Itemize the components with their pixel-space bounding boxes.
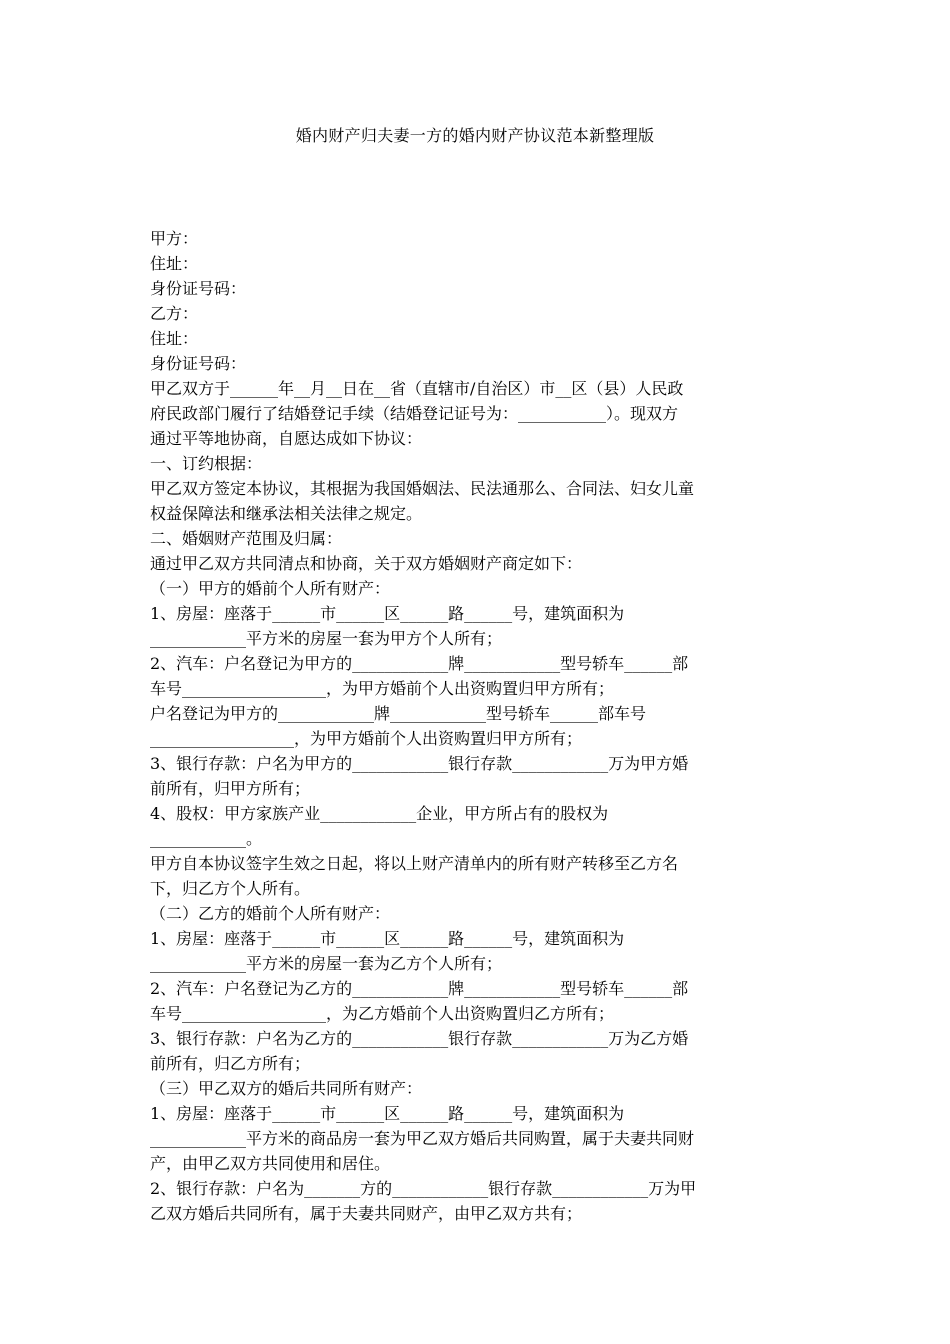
- party-b-house-line-1: 1、房屋：座落于______市______区______路______号，建筑面积为: [150, 929, 625, 948]
- document-title: 婚内财产归夫妻一方的婚内财产协议范本新整理版: [295, 126, 655, 145]
- party-b-id-number: 身份证号码：: [150, 354, 247, 373]
- party-a-car-line-1: 2、汽车：户名登记为甲方的____________牌____________型号轿车______部: [150, 654, 689, 673]
- joint-house-line-1: 1、房屋：座落于______市______区______路______号，建筑面积为: [150, 1104, 625, 1123]
- party-a-equity-line-1: 4、股权：甲方家族产业____________企业，甲方所占有的股权为: [150, 804, 609, 823]
- party-a-deposit-line-1: 3、银行存款：户名为甲方的____________银行存款____________万为甲方婚: [150, 754, 689, 773]
- marriage-registration-line-1: 甲乙双方于______年__月__日在__省（直辖市/自治区）市__区（县）人民政: [150, 379, 684, 398]
- joint-house-line-2: ____________平方米的商品房一套为甲乙双方婚后共同购置，属于夫妻共同财: [150, 1129, 695, 1148]
- subsection-heading-joint: （三）甲乙双方的婚后共同所有财产：: [150, 1079, 423, 1098]
- party-a-house-line-2: ____________平方米的房屋一套为甲方个人所有；: [150, 629, 503, 648]
- subsection-heading-party-a: （一）甲方的婚前个人所有财产：: [150, 579, 391, 598]
- party-b-deposit-line-1: 3、银行存款：户名为乙方的____________银行存款____________万为乙方婚: [150, 1029, 689, 1048]
- party-a-car2-line-2: __________________，为甲方婚前个人出资购置归甲方所有；: [150, 729, 583, 748]
- marriage-registration-line-2: 府民政部门履行了结婚登记手续（结婚登记证号为：___________）。现双方: [150, 404, 679, 423]
- party-a-house-line-1: 1、房屋：座落于______市______区______路______号，建筑面积为: [150, 604, 625, 623]
- transfer-clause-line-2: 下，归乙方个人所有。: [150, 879, 311, 898]
- party-b-label: 乙方：: [150, 304, 199, 323]
- joint-deposit-line-2: 乙双方婚后共同所有，属于夫妻共同财产，由甲乙双方共有；: [150, 1204, 583, 1223]
- party-a-car2-line-1: 户名登记为甲方的____________牌____________型号轿车______部车号: [150, 704, 647, 723]
- basis-text-line-2: 权益保障法和继承法相关法律之规定。: [150, 504, 423, 523]
- property-intro: 通过甲乙双方共同清点和协商，关于双方婚姻财产商定如下：: [150, 554, 583, 573]
- party-b-car-line-1: 2、汽车：户名登记为乙方的____________牌____________型号轿车______部: [150, 979, 689, 998]
- party-a-id-number: 身份证号码：: [150, 279, 247, 298]
- section-heading-basis: 一、订约根据：: [150, 454, 263, 473]
- party-a-car-line-2: 车号__________________，为甲方婚前个人出资购置归甲方所有；: [150, 679, 615, 698]
- document-body: [150, 226, 802, 1226]
- party-b-address: 住址：: [150, 329, 199, 348]
- transfer-clause-line-1: 甲方自本协议签字生效之日起，将以上财产清单内的所有财产转移至乙方名: [150, 854, 679, 873]
- party-b-deposit-line-2: 前所有，归乙方所有；: [150, 1054, 311, 1073]
- party-a-address: 住址：: [150, 254, 199, 273]
- marriage-registration-line-3: 通过平等地协商，自愿达成如下协议：: [150, 429, 423, 448]
- party-a-equity-line-2: ____________。: [150, 829, 263, 848]
- party-b-car-line-2: 车号__________________，为乙方婚前个人出资购置归乙方所有；: [150, 1004, 615, 1023]
- party-a-deposit-line-2: 前所有，归甲方所有；: [150, 779, 311, 798]
- basis-text-line-1: 甲乙双方签定本协议，其根据为我国婚姻法、民法通那么、合同法、妇女儿童: [150, 479, 695, 498]
- section-heading-property: 二、婚姻财产范围及归属：: [150, 529, 343, 548]
- party-a-label: 甲方：: [150, 229, 199, 248]
- party-b-house-line-2: ____________平方米的房屋一套为乙方个人所有；: [150, 954, 503, 973]
- joint-house-line-3: 产，由甲乙双方共同使用和居住。: [150, 1154, 391, 1173]
- joint-deposit-line-1: 2、银行存款：户名为_______方的____________银行存款____________万为甲: [150, 1179, 697, 1198]
- subsection-heading-party-b: （二）乙方的婚前个人所有财产：: [150, 904, 391, 923]
